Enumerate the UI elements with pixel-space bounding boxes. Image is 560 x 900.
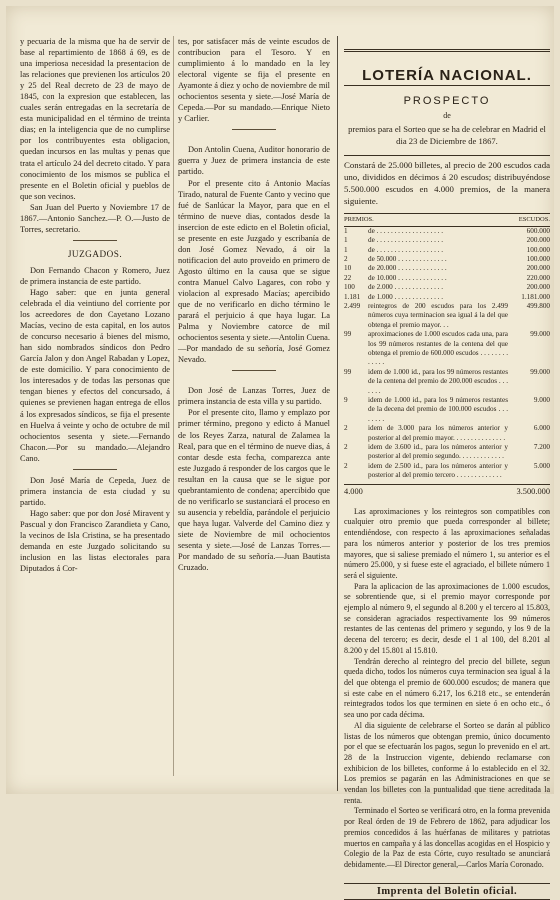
prize-value: 5.000 <box>533 461 550 470</box>
prize-value: 100.000 <box>526 254 550 263</box>
prize-row <box>344 236 550 245</box>
prize-description: de 20.000 . . . . . . . . . . . . . . <box>368 264 447 273</box>
text-paragraph: tes, por satisfacer más de veinte escudos de contribucion para el Tesoro. Y en cumplimiento á lo mandado en la ley electoral vigente se fija el presente en Ayamonte á diez y ocho de noviembre de mil ochocientos sesenta y siete.—José María de Cepeda.—Por su mandado.—Enrique Nieto y Carlier. <box>178 37 330 124</box>
note-paragraph: Terminado el Sorteo se verificará otro, en la forma prevenida por Real órden de 19 de Febrero de 1862, para adjudicar los premios concedidos á las huérfanas de militares y patriotas muertos en campaña y á las doncellas acogidas en el Hospicio y Colegio de la Paz de esta Córte, cuyo resultado se anunciará debidamente.—El Director general,—Carlos María Coronado. <box>344 806 550 869</box>
text-paragraph: Por el presente cito, llamo y emplazo por primer término, pregono y edicto á Manuel de los Reyes Zarza, natural de Zalamea la Real, para que en el término de nueve dias, á contar desde esta fecha, comparezca ante este Juzgado á responder de los cargos que le resultan en la causa que se le sigue por quebrantamiento de condena; apercibido que de no verificarlo se sustanciará el proceso en su ausencia y rebeldía, parándole el perjuicio que haya lugar. Valverde del Camino diez y siete de Noviembre de mil ochocientos sesenta y siete.—José de Lanzas Torres.—Por mandado de su señoría.—Juan Bautista Cruzado. <box>178 408 330 573</box>
prize-description: idem de 3.000 para los números anterior y posterior al del premio mayor. . . . . . . . . . . . . . . <box>368 424 508 442</box>
prize-row <box>344 302 550 330</box>
prize-value: 99.000 <box>530 367 550 376</box>
prize-count: 1 <box>344 226 348 235</box>
prize-count: 1 <box>344 245 348 254</box>
text-paragraph: Hago saber: que por don José Miravent y Pascual y don Francisco Zarandieta y Cano, la vecinos de Isla Cristina, se ha presentado demanda en este Juzgado solicitando su inclusion en las listas electorales para Diputados á Cor- <box>20 508 170 574</box>
column-divider <box>337 36 338 791</box>
prize-count: 2 <box>344 424 348 433</box>
prize-value: 1.181.000 <box>521 292 550 301</box>
prize-count: 1.181 <box>344 292 361 301</box>
prize-value: 9.000 <box>533 396 550 405</box>
prize-value: 600.000 <box>526 226 550 235</box>
lottery-title: LOTERÍA NACIONAL. <box>362 67 532 84</box>
column-left <box>20 36 170 776</box>
prize-count: 1 <box>344 236 348 245</box>
prize-value: 200.000 <box>526 283 550 292</box>
prize-row <box>344 293 550 302</box>
prize-header: PREMIOS. <box>344 214 508 226</box>
text-de: de <box>443 111 451 121</box>
text-heading-judge: Don José María de Cepeda, Juez de primera instancia de esta ciudad y su partido. <box>20 475 170 507</box>
text-paragraph: Hago saber: que en junta general celebrada el dia veintiuno del corriente por los acreedores de don Cayetano Lozano Macías, vecino de esta capital, en los autos de concurso necesario á bienes del mismo, han sido nombrados síndicos don Pedro García Jalon y don Angel Rabadan y Lopez, de este domicilio. Y para conocimiento de los interesados y de todas las personas que tengan bienes y efectos del concursado, á quienes se previenen hagan entrega de ellos á los expresados síndicos, se fija el presente en Huelva á veinte y ocho de octubre de mil ochocientos sesenta y siete.—Fernando Chacon.—Por su mandado.—Alejandro Cano. <box>20 287 170 463</box>
rule <box>344 155 550 156</box>
note-paragraph: Al dia siguiente de celebrarse el Sorteo se darán al público listas de los números que obtengan premio, único documento por el que se efectuarán los pagos, segun lo prevenido en el art. 28 de la Instruccion vigente, debiendo reclamarse con exhibicion de los billetes, conforme á lo establecido en el 32. Los premios se pagarán en las Administraciones en que se vendan los billetes con la puntualidad que tiene acreditada la renta. <box>344 720 550 805</box>
note-paragraph: Tendrán derecho al reintegro del precio del billete, segun queda dicho, todos los números cuya terminacion sea igual á la del que obtenga el premio de 600.000 escudos; de manera que si este cabe en el número 6.217, los 6.218 etc., se entenderán reintegrados todos los que terminen en siete ó en ocho etc., ó sea uno por cada décima. <box>344 656 550 720</box>
total-escudos: 3.500.000 <box>516 486 550 496</box>
prize-description: idem de 2.500 id., para los números anterior y posterior al del premio tercero . . . . . . . . . . . . . <box>368 461 508 480</box>
prize-description: idem de 1.000 id., para los 99 números restantes de la centena del premio de 200.000 escudos . . . . . . . <box>368 367 508 395</box>
prize-description: de 2.000 . . . . . . . . . . . . . . <box>368 283 444 292</box>
prize-count: 9 <box>344 396 348 405</box>
prize-table <box>344 213 550 480</box>
prize-row <box>344 264 550 273</box>
note-paragraph: Para la aplicacion de las aproximaciones de 1.000 escudos, se sobrentiende que, si el premio mayor corresponde por ejemplo al número 9, el segundo al 8.200 y el tercero al 15.803, se consideran agraciados respectivamente los 99 números restantes de las centenas del primero y segundo, y los 9 de la decena del tercero; es decir, desde el 1 al 100, del 8.201 al 8.200 y del 15.801 al 15.810. <box>344 581 550 655</box>
column-middle <box>178 36 330 776</box>
prize-row <box>344 462 550 481</box>
prize-value: 100.000 <box>526 245 550 254</box>
prize-total-row <box>344 484 550 497</box>
prize-description: idem de 1.000 id., para los 9 números restantes de la decena del premio de 100.000 escudos . . . . . . . . <box>368 396 508 423</box>
prize-count: 99 <box>344 367 352 376</box>
column-divider <box>173 36 174 776</box>
text-signature: San Juan del Puerto y Noviembre 17 de 1867.—Antonio Sanchez.—P. O.—Justo de Torres, secretario. <box>20 202 170 234</box>
prospecto-heading: PROSPECTO <box>403 95 491 108</box>
prize-description: de . . . . . . . . . . . . . . . . . . . <box>368 236 444 245</box>
prize-description: de 1.000 . . . . . . . . . . . . . . <box>368 292 444 301</box>
imprenta-footer: Imprenta del Boletin oficial. <box>344 883 550 900</box>
prize-description: aproximaciones de 1.000 escudos cada una, para los 99 números restantes de la centena del que obtenga el premio de 600.000 escudos . . . . . . . . . . . . . <box>368 330 508 367</box>
prize-value: 499.800 <box>526 301 550 310</box>
prize-description: idem de 3.600 id., para los números anterior y posterior al del premio segundo. . . . . . . . . . . . . <box>368 443 508 461</box>
rule-top <box>344 49 550 52</box>
sorteo-description: premios para el Sorteo que se ha de celebrar en Madrid el dia 23 de Diciembre de 1867. <box>348 124 546 147</box>
prize-row <box>344 246 550 255</box>
prize-count: 100 <box>344 283 355 292</box>
divider <box>232 370 276 371</box>
prize-count: 2.499 <box>344 301 361 310</box>
divider <box>232 129 276 130</box>
prize-row <box>344 396 550 424</box>
escudos-header: ESCUDOS. <box>508 214 550 226</box>
prize-row <box>344 255 550 264</box>
text-heading-judge: Don Antolin Cuena, Auditor honorario de guerra y Juez de primera instancia de este partido. <box>178 145 330 177</box>
lottery-notes <box>344 507 550 871</box>
prize-row <box>344 274 550 283</box>
text-heading-judge: Don Fernando Chacon y Romero, Juez de primera instancia de este partido. <box>20 265 170 286</box>
prize-row <box>344 330 550 368</box>
prize-row <box>344 424 550 443</box>
prize-row <box>344 283 550 292</box>
prize-count: 22 <box>344 273 352 282</box>
text-paragraph: Por el presente cito á Antonio Macías Tirado, natural de Fuente Canto y vecino que fué de Sanlúcar la Mayor, para que en el término de nueve dias, contados desde la insercion de este edicto en el Boletin oficial, se presente en este Juzgado y escribanía de don José Gomez Nevado, á oir la notificacion del auto proveido en primero de Agosto último en la causa que se sigue contra Manuel Calvo Lagares, con robo y violacion al expresado Macías; apercibido que de no verificarlo en dicho término le parará el perjuicio á que haya lugar. La Palma y Noviembre catorce de mil ochocientos sesenta y siete.—Antolin Cuena.—Por mandado de su señoría, José Gomez Nevado. <box>178 178 330 365</box>
prize-description: de . . . . . . . . . . . . . . . . . . . <box>368 226 444 235</box>
prize-row <box>344 368 550 396</box>
prize-description: de 50.000 . . . . . . . . . . . . . . <box>368 254 447 263</box>
prize-count: 10 <box>344 264 352 273</box>
rule <box>344 85 550 86</box>
note-paragraph: Las aproximaciones y los reintegros son compatibles con cualquier otro premio que pueda corresponder al billete; entendiéndose, con respecto á las aproximaciones señaladas para los números anterior y posterior de los tres premios mayores, que si saliese premiado el número 1, su anterior es el número 25.000, y si fuese este el agraciado, el billete número 1 será el siguiente. <box>344 506 550 580</box>
divider <box>73 469 117 470</box>
text-paragraph: y pecuaria de la misma que ha de servir de base al repartimiento de 1868 á 69, es de una imperiosa necesidad la presentacion de las relaciones que previenen los artículos 20 y 25 del Real decreto de 23 de mayo de 1845, con la expresion que establecen, las cuales serán entregadas en la secretaría de esta municipalidad en el término de treinta dias; en la inteligencia que de no cumplirse por los contribuyentes esta obligacion, quedan incursos en las multas y penas que trata el artículo 24 del decreto citado. Y para conocimiento de los mismos se publica el presente en el Boletin oficial y pueblos de que son vecinos. <box>20 37 170 201</box>
prize-value: 6.000 <box>533 424 550 433</box>
prize-value: 220.000 <box>526 273 550 282</box>
column-lottery <box>344 46 550 897</box>
prize-row <box>344 226 550 236</box>
prize-count: 2 <box>344 443 348 452</box>
section-heading-juzgados: JUZGADOS. <box>67 248 123 259</box>
prize-value: 99.000 <box>530 330 550 339</box>
prize-value: 200.000 <box>526 264 550 273</box>
text-heading-judge: Don José de Lanzas Torres, Juez de primera instancia de esta villa y su partido. <box>178 386 330 407</box>
prize-description: de 10.000 . . . . . . . . . . . . . . <box>368 273 447 282</box>
prize-count: 2 <box>344 461 348 470</box>
prize-description: de . . . . . . . . . . . . . . . . . . . <box>368 245 444 254</box>
newspaper-page <box>6 6 554 897</box>
lottery-intro: Constará de 25.000 billetes, al precio de 200 escudos cada uno, divididos en décimos á 20 escudos; distribuyéndose 5.500.000 escudos en 4.000 premios, de la manera siguiente. <box>344 160 550 206</box>
prize-description: reintegros de 200 escudos para los 2.499 números cuya terminacion sea igual á la del que obtenga el premio mayor. . . <box>368 301 508 329</box>
divider <box>73 240 117 241</box>
prize-value: 7.200 <box>533 443 550 452</box>
prize-value: 200.000 <box>526 236 550 245</box>
prize-count: 2 <box>344 254 348 263</box>
prize-count: 99 <box>344 330 352 339</box>
prize-row <box>344 443 550 462</box>
total-premios: 4.000 <box>344 486 363 496</box>
